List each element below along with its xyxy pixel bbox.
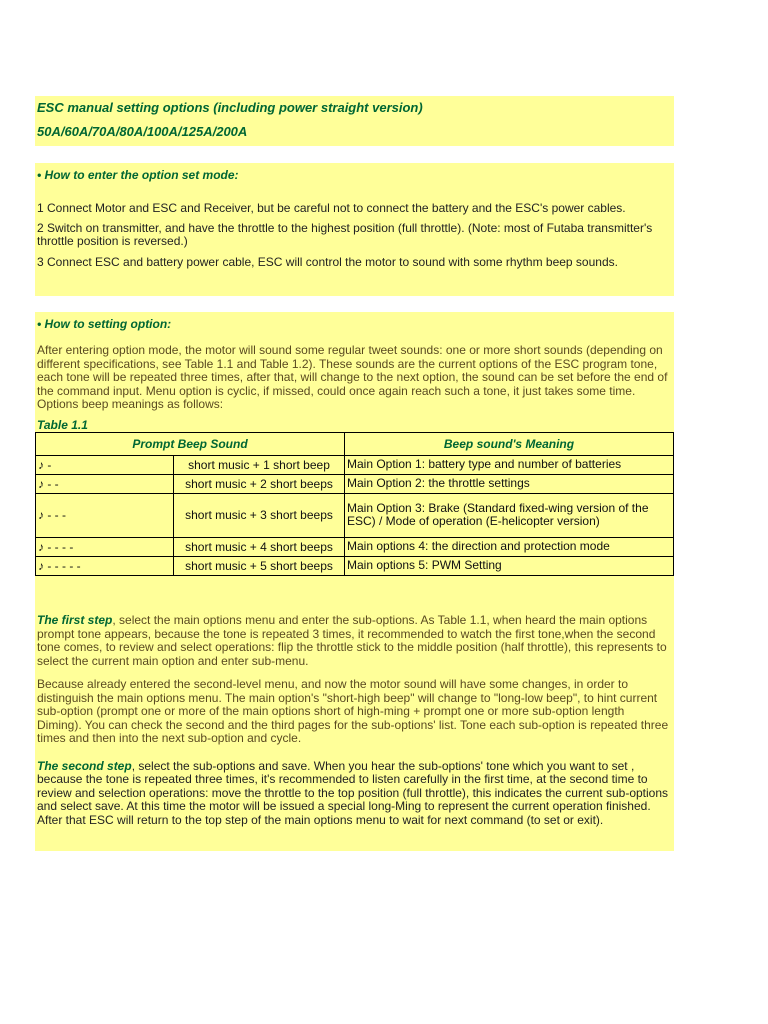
enter-step-3: 3 Connect ESC and battery power cable, ESC will control the motor to sound with some rhythm beep sounds. bbox=[37, 254, 618, 269]
title-block bbox=[35, 96, 674, 146]
note-symbol: ♪ - - - bbox=[36, 493, 174, 537]
table-row bbox=[36, 537, 674, 556]
beep-count: short music + 5 short beeps bbox=[174, 556, 345, 575]
table-header-row bbox=[36, 432, 674, 455]
sub-menu-paragraph: Because already entered the second-level menu, and now the motor sound will have some changes, in order to distinguish the main options menu. The main option's "short-high beep" will change to "long-low beep", to hint current sub-option (prompt one or more of the main options short of high-ming + prompt one or more sub-option length Diming). You can check the second and the third pages for the sub-options' list. Tone each sub-option is repeated three times and then into the next sub-option and cycle. bbox=[37, 677, 669, 745]
first-step-text: , select the main options menu and enter the sub-options. As Table 1.1, when heard the main options prompt tone appears, because the tone is repeated 3 times, it recommended to watch the first tone,when the second tone comes, to review and select operations: flip the throttle stick to the middle position (half throttle), this represents to select the current main option and enter sub-menu. bbox=[37, 613, 667, 668]
enter-mode-section bbox=[35, 163, 674, 296]
beep-meaning: Main Option 3: Brake (Standard fixed-wing version of the ESC) / Mode of operation (E-helicopter version) bbox=[345, 493, 674, 537]
setting-option-intro: After entering option mode, the motor will sound some regular tweet sounds: one or more short sounds (depending on different specifications, see Table 1.1 and Table 1.2). These sounds are the current options of the ESC program tone, each tone will be repeated three times, after that, will change to the next option, the sound can be set before the end of the command input. Menu option is cyclic, if missed, could once again reach such a tone, it just takes some time. Options beep meanings as follows: bbox=[37, 343, 668, 411]
setting-option-section bbox=[35, 312, 674, 618]
second-step-text: , select the sub-options and save. When you hear the sub-options' tone which you want to set , because the tone is repeated three times, it's recommended to listen carefully in the first time, at the second time to review and selection operations: move the throttle to the top position (full throttle), this indicates the current sub-options and select save. At this time the motor will be issued a special long-Ming to represent the current operation finished. After that ESC will return to the top step of the main options menu to wait for next command (to set or exit). bbox=[37, 758, 669, 827]
note-symbol: ♪ - bbox=[36, 455, 174, 474]
second-step-paragraph bbox=[37, 760, 672, 828]
header-prompt-beep: Prompt Beep Sound bbox=[36, 432, 345, 455]
model-list: 50A/60A/70A/80A/100A/125A/200A bbox=[37, 124, 248, 139]
enter-step-2: 2 Switch on transmitter, and have the throttle to the highest position (full throttle). (Note: most of Futaba transmitter's throttle position is reversed.) bbox=[37, 220, 653, 248]
beep-meaning: Main options 5: PWM Setting bbox=[345, 556, 674, 575]
beep-count: short music + 2 short beeps bbox=[174, 474, 345, 493]
table-row bbox=[36, 455, 674, 474]
first-step-label: The first step bbox=[37, 613, 113, 627]
note-symbol: ♪ - - - - bbox=[36, 537, 174, 556]
beep-count: short music + 1 short beep bbox=[174, 455, 345, 474]
beep-count: short music + 4 short beeps bbox=[174, 537, 345, 556]
beep-meaning: Main options 4: the direction and protection mode bbox=[345, 537, 674, 556]
note-symbol: ♪ - - - - - bbox=[36, 556, 174, 575]
document-title: ESC manual setting options (including power straight version) bbox=[37, 100, 423, 115]
table-caption: Table 1.1 bbox=[37, 417, 88, 432]
table-row bbox=[36, 474, 674, 493]
steps-section bbox=[35, 610, 674, 851]
beep-meaning: Main Option 2: the throttle settings bbox=[345, 474, 674, 493]
setting-option-heading: • How to setting option: bbox=[37, 317, 172, 331]
enter-mode-heading: • How to enter the option set mode: bbox=[37, 168, 239, 182]
beep-table bbox=[35, 432, 674, 576]
note-symbol: ♪ - - bbox=[36, 474, 174, 493]
enter-step-1: 1 Connect Motor and ESC and Receiver, but be careful not to connect the battery and the ESC's power cables. bbox=[37, 201, 626, 215]
beep-meaning: Main Option 1: battery type and number of batteries bbox=[345, 455, 674, 474]
header-beep-meaning: Beep sound's Meaning bbox=[345, 432, 674, 455]
second-step-label: The second step bbox=[37, 758, 132, 773]
table-row bbox=[36, 493, 674, 537]
table-row bbox=[36, 556, 674, 575]
first-step-paragraph bbox=[37, 614, 672, 668]
beep-count: short music + 3 short beeps bbox=[174, 493, 345, 537]
